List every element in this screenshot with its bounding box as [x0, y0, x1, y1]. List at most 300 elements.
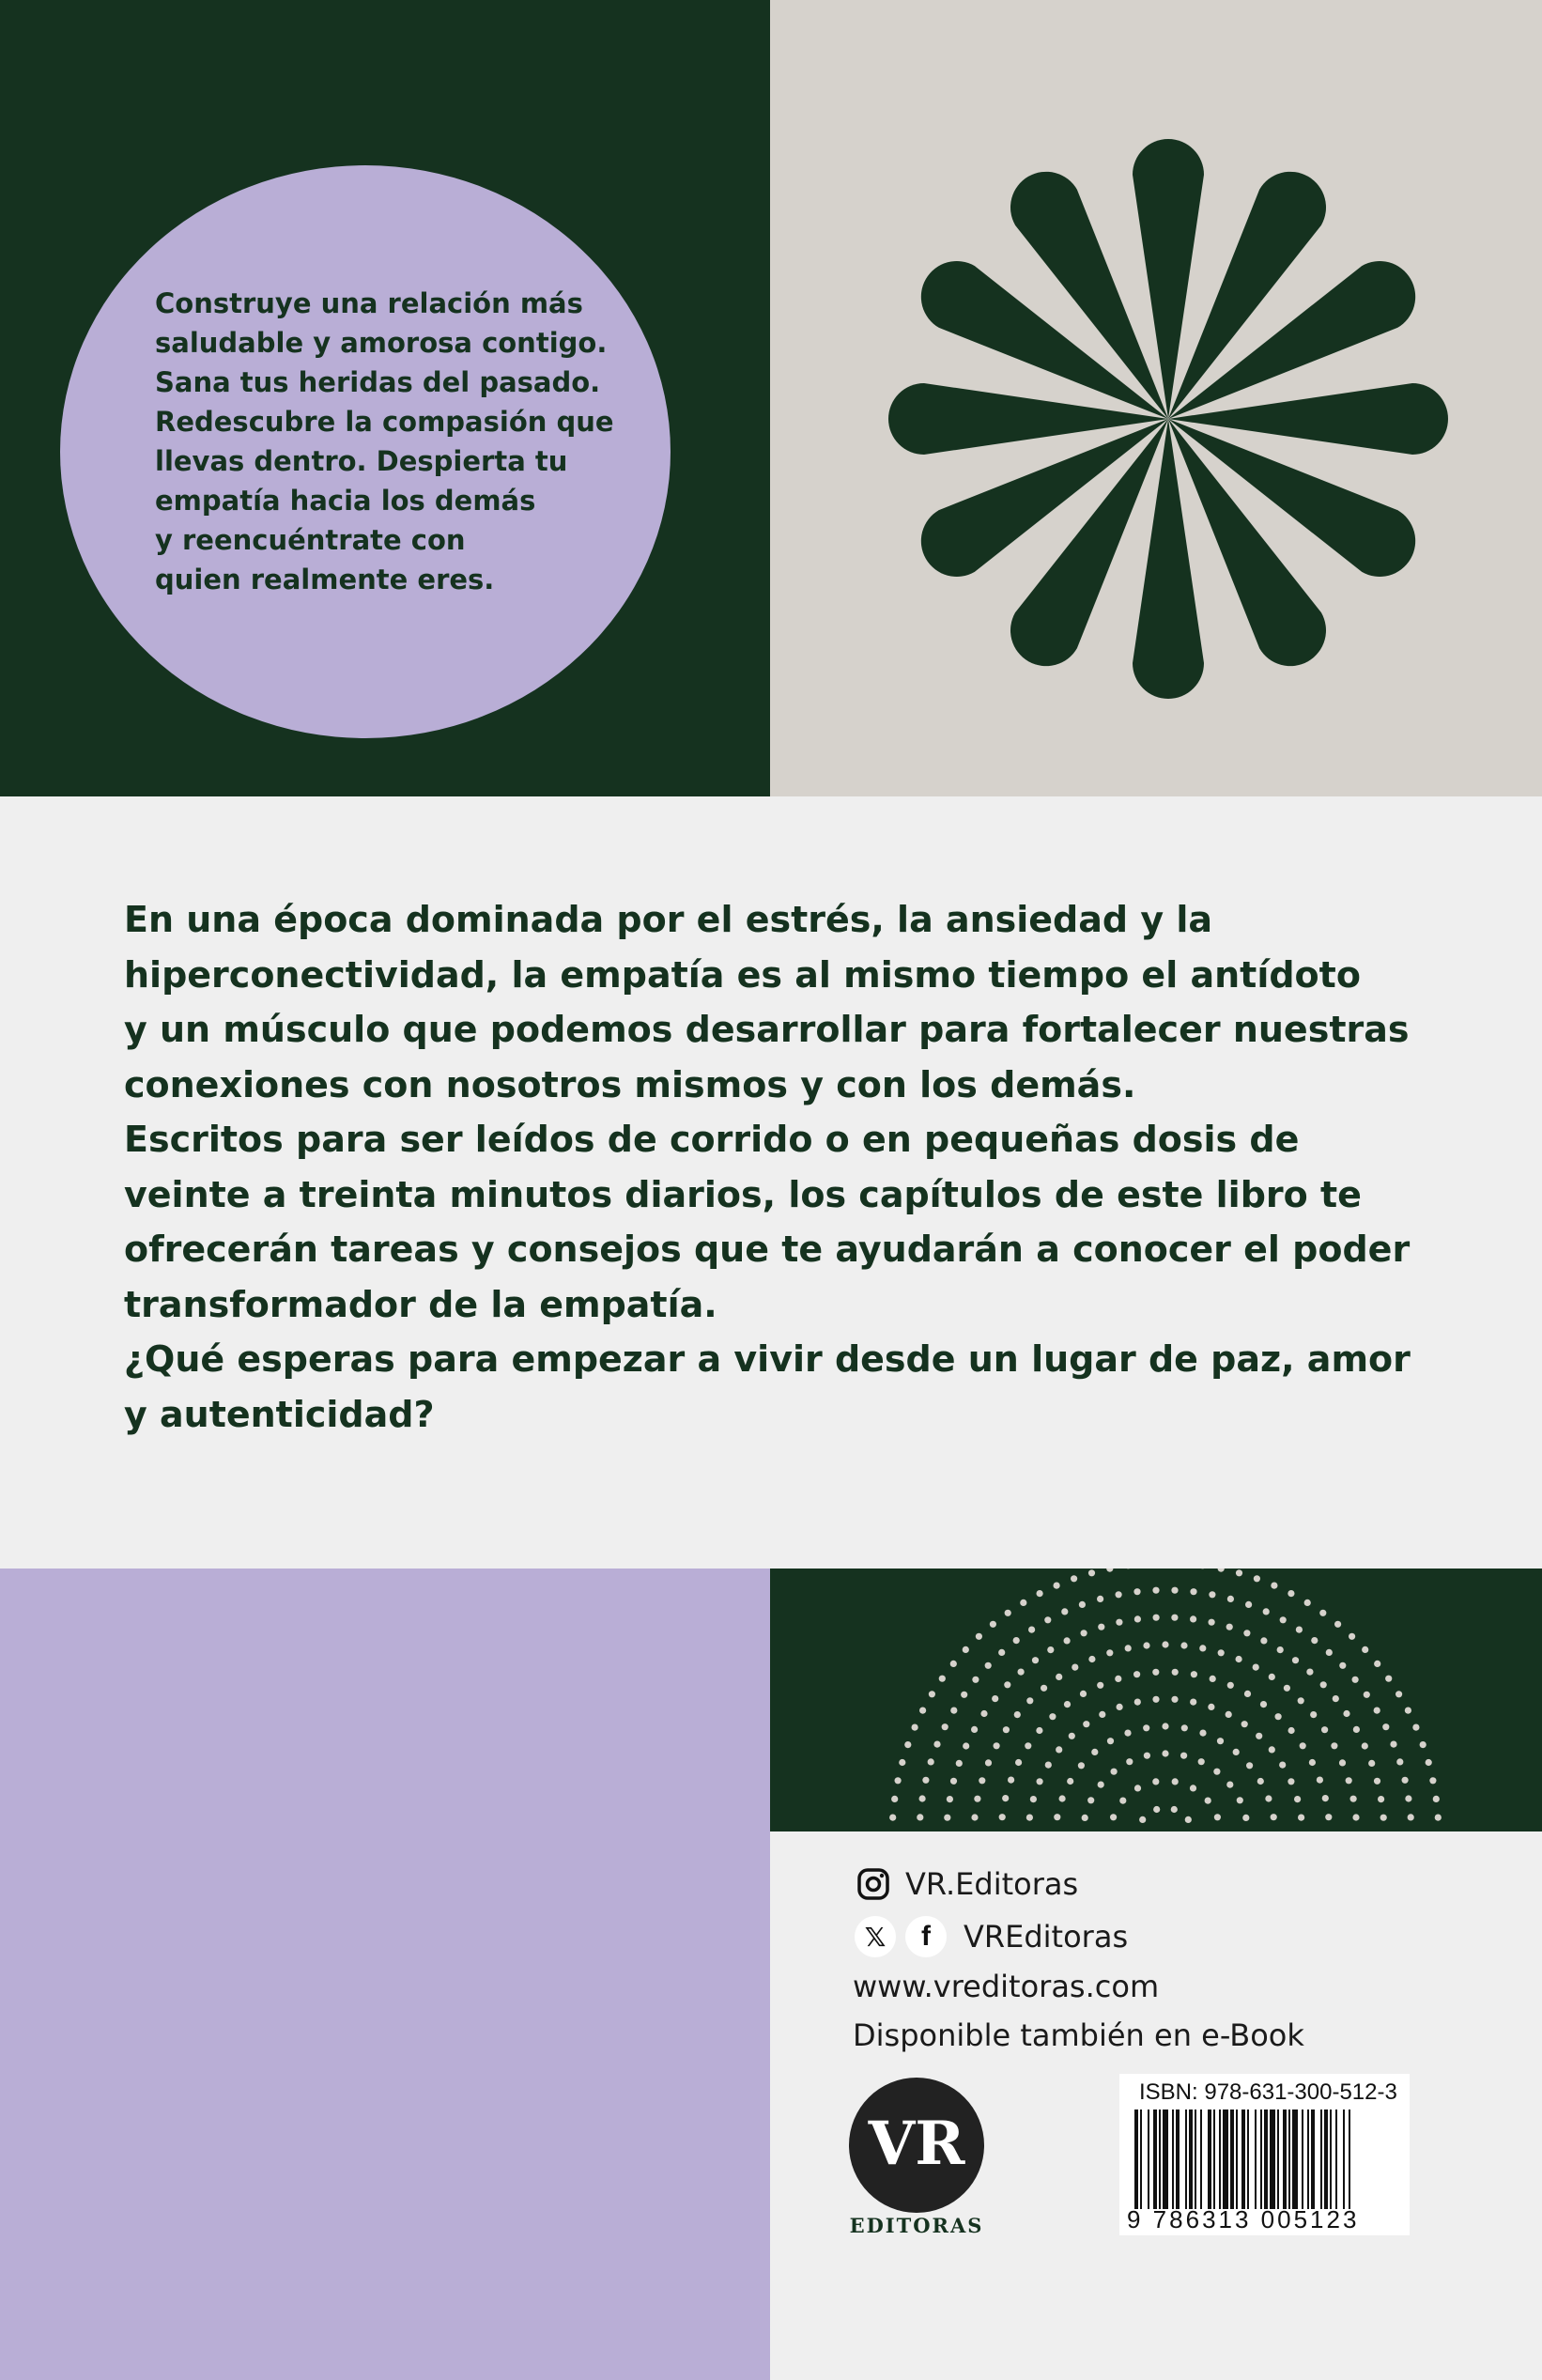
arc-dot — [1115, 1676, 1121, 1682]
barcode-bar — [1335, 2110, 1337, 2209]
barcode-bar — [1320, 2110, 1322, 2209]
arc-dot — [1374, 1778, 1380, 1785]
arc-dot — [1072, 1664, 1078, 1671]
arc-dot — [1321, 1726, 1328, 1733]
arc-dot — [1280, 1616, 1287, 1623]
arc-dot — [1296, 1627, 1303, 1633]
publisher-logo — [849, 2078, 984, 2213]
arc-dot — [912, 1724, 918, 1731]
arc-dot — [1030, 1796, 1037, 1802]
arc-dot — [1420, 1741, 1426, 1748]
arc-dot — [1171, 1615, 1178, 1621]
arc-dot — [1326, 1649, 1333, 1656]
arc-dot — [947, 1796, 953, 1802]
arc-dot — [1124, 1730, 1131, 1737]
publisher-name: EDITORAS — [849, 2214, 984, 2237]
barcode-bar — [1324, 2110, 1328, 2209]
arc-dot — [1198, 1758, 1205, 1765]
arc-dot — [1209, 1619, 1215, 1626]
arc-dot — [992, 1695, 998, 1702]
arc-dot — [1226, 1711, 1232, 1718]
arc-dot — [1180, 1642, 1187, 1648]
arc-dot — [1306, 1669, 1313, 1676]
arc-dot — [1380, 1815, 1387, 1821]
arc-dot — [1349, 1633, 1355, 1640]
arc-dot — [974, 1796, 980, 1802]
flower-petals — [888, 139, 1448, 699]
arc-dot — [1056, 1746, 1062, 1753]
website-link[interactable]: www.vreditoras.com — [853, 1969, 1160, 2004]
arc-dot — [1171, 1696, 1178, 1703]
arc-dot — [1275, 1713, 1282, 1720]
arc-dot — [1111, 1769, 1118, 1775]
arc-dot — [1037, 1590, 1043, 1597]
arc-dot — [917, 1814, 923, 1820]
arc-dot — [1020, 1600, 1026, 1606]
arc-dot — [944, 1815, 950, 1821]
arc-dot — [1082, 1815, 1088, 1821]
arc-dot — [1018, 1669, 1025, 1676]
arc-dot — [1064, 1701, 1071, 1708]
arc-dot — [1152, 1669, 1159, 1676]
barcode-bar — [1307, 2110, 1309, 2209]
barcode-bar — [1283, 2110, 1287, 2209]
barcode-bar — [1148, 2110, 1149, 2209]
arc-dot — [1214, 1814, 1221, 1820]
arc-dot — [1037, 1778, 1043, 1785]
instagram-icon — [855, 1865, 892, 1903]
arc-dot — [1002, 1795, 1009, 1801]
arc-dot — [1213, 1769, 1220, 1775]
arc-dot — [1064, 1637, 1071, 1644]
arc-dot — [1343, 1710, 1349, 1717]
arc-dot — [985, 1759, 992, 1766]
arc-dot — [1237, 1797, 1243, 1803]
arc-dot — [1005, 1610, 1011, 1616]
blurb-paragraph-2: Escritos para ser leídos de corrido o en pequeñas dosis de veinte a treinta minutos diarios, los capítulos de este libro te ofrecerán tareas y consejos que te ayudarán a conocer el poder transformador de la empatía. — [124, 1119, 1411, 1325]
arc-dot — [942, 1723, 948, 1730]
arc-dot — [1143, 1642, 1149, 1648]
arc-dot — [904, 1741, 911, 1748]
arc-dot — [1133, 1671, 1140, 1677]
arc-dot — [1322, 1795, 1329, 1801]
arc-dot — [1246, 1762, 1253, 1769]
arc-dot — [1260, 1701, 1267, 1708]
arc-dot — [956, 1760, 963, 1767]
arc-dot — [1185, 1816, 1192, 1823]
x-facebook-row — [855, 1916, 1128, 1957]
arc-dot — [1260, 1637, 1267, 1644]
arc-dot — [1269, 1674, 1275, 1680]
arc-dot — [1227, 1596, 1234, 1602]
arc-dot — [1004, 1681, 1010, 1688]
arc-dot — [1134, 1785, 1141, 1791]
barcode-bar — [1302, 2110, 1303, 2209]
arc-dot — [999, 1814, 1006, 1820]
instagram-row — [855, 1865, 1078, 1903]
arc-dot — [1099, 1711, 1105, 1718]
arc-dot — [1152, 1696, 1159, 1703]
arc-dot — [1408, 1814, 1414, 1820]
barcode-bar — [1213, 2110, 1215, 2209]
arc-dot — [1143, 1724, 1149, 1731]
arc-dot — [1429, 1777, 1436, 1784]
arc-dot — [1032, 1657, 1039, 1663]
arc-dot — [1242, 1815, 1249, 1821]
arc-dot — [939, 1676, 946, 1682]
arc-dot — [1284, 1685, 1290, 1692]
arc-dot — [1346, 1777, 1352, 1784]
heart-illustration — [0, 1569, 770, 2380]
arc-dot — [1226, 1624, 1233, 1630]
arc-dot — [1396, 1758, 1403, 1765]
barcode-bar — [1159, 2110, 1161, 2209]
arc-dot — [1350, 1796, 1357, 1802]
arc-dot — [985, 1662, 992, 1669]
arc-dot — [1325, 1814, 1332, 1820]
barcode-bar — [1288, 2110, 1290, 2209]
arc-dot — [1106, 1649, 1113, 1656]
arc-dot — [1069, 1733, 1075, 1739]
arc-dot — [1172, 1669, 1179, 1676]
arc-dot — [1304, 1600, 1311, 1606]
arc-dot — [1317, 1777, 1323, 1784]
arc-dot — [1083, 1721, 1089, 1727]
arc-dot — [1088, 1656, 1095, 1662]
arc-dot — [1171, 1587, 1178, 1594]
arc-dot — [1405, 1708, 1411, 1714]
arc-dot — [1236, 1569, 1242, 1576]
arc-dot — [1139, 1816, 1146, 1823]
arc-dot — [1378, 1796, 1384, 1802]
arc-dot — [1298, 1697, 1304, 1704]
arc-dot — [1334, 1621, 1341, 1628]
arc-dot — [1319, 1610, 1326, 1616]
blurb-paragraph-3: ¿Qué esperas para empezar a vivir desde un lugar de paz, amor y autenticidad? — [124, 1338, 1411, 1435]
arc-dot — [1097, 1596, 1103, 1602]
arc-dot — [1426, 1759, 1432, 1766]
arc-dot — [1126, 1758, 1133, 1765]
arc-dot — [1056, 1674, 1062, 1680]
arc-dot — [1041, 1685, 1047, 1692]
arc-dot — [1067, 1778, 1073, 1785]
instagram-handle[interactable]: VR.Editoras — [905, 1866, 1079, 1902]
arc-dot — [980, 1710, 987, 1717]
arc-dot — [1081, 1630, 1087, 1636]
ebook-note: Disponible también en e-Book — [853, 2017, 1304, 2053]
arc-dot — [929, 1691, 935, 1697]
barcode-bar — [1277, 2110, 1279, 2209]
arc-dot — [950, 1708, 957, 1714]
barcode-bar — [1343, 2110, 1345, 2209]
arc-dot — [950, 1661, 957, 1667]
arc-dot — [1245, 1601, 1252, 1608]
barcode-bar — [1230, 2110, 1234, 2209]
arc-dot — [1152, 1587, 1159, 1594]
barcode-bar — [1153, 2110, 1157, 2209]
barcode-number: 9 786313 005123 — [1127, 2205, 1360, 2233]
arc-dot — [1080, 1691, 1087, 1697]
arc-dot — [1233, 1749, 1240, 1755]
arc-dot — [1253, 1664, 1259, 1671]
arc-dot — [1047, 1646, 1054, 1653]
arc-dot — [1054, 1814, 1060, 1820]
arc-dot — [1116, 1591, 1122, 1598]
arc-dot — [1107, 1738, 1114, 1744]
barcode-bar — [1163, 2110, 1168, 2209]
barcode-bar — [1264, 2110, 1268, 2209]
barcode-bar — [1195, 2110, 1196, 2209]
arc-dot — [1288, 1778, 1294, 1785]
arc-dot — [1298, 1815, 1304, 1821]
arc-dot — [1390, 1741, 1396, 1748]
arc-dot — [1226, 1782, 1233, 1788]
arc-dot — [1190, 1785, 1196, 1791]
arc-dot — [1279, 1762, 1286, 1769]
back-cover-blurb — [124, 892, 1457, 1442]
arc-dot — [1097, 1682, 1103, 1689]
arc-dot — [1008, 1777, 1014, 1784]
dotted-semicircle-illustration — [770, 1569, 1542, 1831]
arc-dot — [963, 1742, 969, 1749]
arc-dot — [950, 1778, 957, 1785]
arc-dot — [1271, 1814, 1277, 1820]
arc-dot — [1191, 1671, 1197, 1677]
arc-dot — [1087, 1797, 1094, 1803]
barcode-bar — [1200, 2110, 1202, 2209]
arc-dot — [1271, 1583, 1277, 1589]
barcode-bar — [1172, 2110, 1174, 2209]
barcode-bar — [1176, 2110, 1180, 2209]
arc-dot — [998, 1649, 1005, 1656]
arc-dot — [971, 1814, 978, 1820]
arc-dot — [1310, 1711, 1317, 1718]
arc-dot — [1110, 1814, 1117, 1820]
arc-dot — [1153, 1806, 1160, 1813]
barcode-bar — [1247, 2110, 1249, 2209]
barcode-bar — [1255, 2110, 1257, 2209]
arc-dot — [1433, 1796, 1440, 1802]
arc-dot — [1199, 1730, 1206, 1737]
arc-dot — [899, 1759, 905, 1766]
arc-dot — [1049, 1713, 1056, 1720]
arc-dot — [972, 1677, 979, 1683]
arc-dot — [1294, 1796, 1301, 1802]
arc-dot — [1036, 1727, 1042, 1734]
barcode-bar — [1189, 2110, 1193, 2209]
arc-dot — [1412, 1724, 1419, 1731]
x-icon[interactable]: 𝕏 — [855, 1916, 896, 1957]
barcode-bar — [1223, 2110, 1228, 2209]
flower-illustration — [770, 0, 1542, 796]
arc-dot — [1405, 1795, 1411, 1801]
arc-dot — [1071, 1575, 1077, 1582]
arc-dot — [1364, 1692, 1370, 1698]
arc-dot — [1374, 1708, 1380, 1714]
arc-dot — [1133, 1588, 1140, 1595]
arc-dot — [1054, 1583, 1060, 1589]
arc-dot — [1162, 1641, 1168, 1647]
arc-dot — [961, 1692, 967, 1698]
facebook-icon[interactable]: f — [905, 1916, 947, 1957]
arc-dot — [971, 1726, 978, 1733]
barcode-bar — [1134, 2110, 1138, 2209]
arc-dot — [1134, 1615, 1141, 1622]
barcode-bar — [1292, 2110, 1298, 2209]
arc-dot — [1026, 1815, 1033, 1821]
arc-dot — [1061, 1608, 1068, 1615]
top-right-panel — [770, 0, 1542, 796]
arc-dot — [1241, 1721, 1248, 1727]
arc-dot — [1106, 1569, 1113, 1572]
arc-dot — [1331, 1742, 1337, 1749]
arc-dot — [1190, 1699, 1196, 1706]
arc-dot — [1098, 1624, 1104, 1630]
arc-dot — [1292, 1657, 1299, 1663]
arc-dot — [1190, 1588, 1196, 1595]
arc-dot — [928, 1758, 934, 1765]
vr-logo-mark — [849, 2078, 984, 2213]
arc-dot — [1152, 1778, 1159, 1785]
arc-dot — [1243, 1630, 1250, 1636]
arc-dot — [1277, 1646, 1284, 1653]
arc-dot — [979, 1777, 985, 1784]
arc-dot — [1015, 1759, 1022, 1766]
barcode-bar — [1311, 2110, 1315, 2209]
arc-dot — [919, 1795, 926, 1801]
arc-dot — [1288, 1590, 1294, 1597]
arc-dot — [1435, 1815, 1442, 1821]
arc-dot — [1144, 1753, 1150, 1759]
arc-dot — [1288, 1727, 1295, 1734]
arc-dot — [1003, 1726, 1010, 1733]
arc-dot — [1199, 1645, 1206, 1651]
arc-dot — [1374, 1661, 1380, 1667]
arc-dot — [889, 1815, 896, 1821]
arc-dot — [1171, 1806, 1178, 1813]
arc-dot — [994, 1742, 1000, 1749]
arc-dot — [1257, 1778, 1264, 1785]
arc-dot — [1385, 1676, 1392, 1682]
arc-dot — [1209, 1591, 1215, 1598]
arc-dot — [1078, 1762, 1085, 1769]
arc-dot — [963, 1646, 969, 1653]
arc-dot — [1256, 1733, 1262, 1739]
arc-dot — [1218, 1649, 1225, 1656]
arc-dot — [1014, 1711, 1021, 1718]
arc-dot — [1025, 1742, 1031, 1749]
arc-dot — [1311, 1637, 1318, 1644]
arc-dot — [1117, 1704, 1123, 1710]
arc-dot — [1116, 1619, 1122, 1626]
arc-dot — [1162, 1750, 1168, 1756]
circle-tagline: Construye una relación más saludable y amorosa contigo. Sana tus heridas del pasado. Redescubre la compasión que llevas dentro. Despierta tu empatía hacia los demás y reencuéntrate con quien realmente eres. — [155, 287, 614, 595]
bottom-left-panel — [0, 1569, 770, 2380]
arc-dot — [891, 1796, 898, 1802]
arc-dot — [1134, 1699, 1141, 1706]
arc-dot — [919, 1708, 926, 1714]
arc-dot — [1333, 1695, 1339, 1702]
barcode-bar — [1219, 2110, 1221, 2209]
arc-dot — [1013, 1637, 1020, 1644]
arc-dot — [1362, 1646, 1368, 1653]
arc-dot — [895, 1777, 902, 1784]
barcode-bar — [1241, 2110, 1245, 2209]
barcode-bar — [1330, 2110, 1332, 2209]
arc-dot — [1217, 1738, 1224, 1744]
arc-dot — [1353, 1726, 1360, 1733]
arc-dot — [990, 1621, 996, 1628]
arc-dot — [1320, 1681, 1327, 1688]
arc-dot — [1153, 1615, 1160, 1621]
barcode-bar — [1349, 2110, 1350, 2209]
barcode-bar — [1208, 2110, 1211, 2209]
arc-dot — [1263, 1608, 1270, 1615]
arc-dot — [1269, 1746, 1275, 1753]
arc-dot — [1181, 1724, 1188, 1731]
barcode-bar — [1140, 2110, 1142, 2209]
arc-dot — [1079, 1601, 1086, 1608]
arc-dot — [1028, 1627, 1035, 1633]
arc-dot — [1091, 1749, 1098, 1755]
arc-dot — [1300, 1742, 1306, 1749]
logo-letters: VR — [868, 2109, 965, 2179]
arc-dot — [976, 1633, 982, 1640]
arc-dot — [1218, 1569, 1225, 1572]
arc-dot — [1362, 1742, 1368, 1749]
arc-dot — [1172, 1778, 1179, 1785]
arc-dot — [1205, 1798, 1211, 1804]
arc-dot — [1254, 1575, 1260, 1582]
arc-dot — [1119, 1798, 1126, 1804]
barcode-bar — [1185, 2110, 1187, 2209]
barcode-bar — [1260, 2110, 1262, 2209]
arc-dot — [933, 1741, 940, 1748]
arc-dot — [1045, 1762, 1052, 1769]
arc-dot — [1044, 1616, 1051, 1623]
barcode-bar — [1236, 2110, 1238, 2209]
arc-dot — [1309, 1759, 1316, 1766]
arc-dot — [1352, 1814, 1359, 1820]
x-facebook-handle[interactable]: VREditoras — [964, 1919, 1129, 1955]
arc-dot — [1236, 1656, 1242, 1662]
arc-dot — [1339, 1662, 1346, 1669]
arc-dot — [1339, 1759, 1346, 1766]
arc-dot — [1180, 1753, 1187, 1759]
arc-dot — [1402, 1777, 1409, 1784]
barcode-bar — [1270, 2110, 1275, 2209]
arc-dot — [1227, 1682, 1234, 1689]
dotted-arc-panel — [770, 1569, 1542, 1831]
arc-dot — [1210, 1676, 1216, 1682]
isbn-label: ISBN: 978-631-300-512-3 — [1139, 2079, 1397, 2105]
arc-dot — [1352, 1677, 1359, 1683]
arc-dot — [1088, 1569, 1095, 1576]
arc-dot — [1368, 1760, 1375, 1767]
arc-dot — [1125, 1645, 1132, 1651]
blurb-paragraph-1: En una época dominada por el estrés, la ansiedad y la hiperconectividad, la empatía es al mismo tiempo el antídoto y un músculo que podemos desarrollar para fortalecer nuestras conexiones con nosotros mismos y con los demás. — [124, 899, 1410, 1105]
arc-dot — [1396, 1691, 1402, 1697]
arc-dot — [1244, 1691, 1251, 1697]
arc-dot — [1190, 1615, 1196, 1622]
arc-dot — [1382, 1723, 1389, 1730]
arc-dot — [1026, 1697, 1033, 1704]
arc-dot — [1265, 1795, 1272, 1801]
arc-dot — [1162, 1723, 1168, 1729]
arc-dot — [1059, 1795, 1066, 1801]
arc-dot — [1208, 1704, 1214, 1710]
arc-dot — [1098, 1782, 1104, 1788]
